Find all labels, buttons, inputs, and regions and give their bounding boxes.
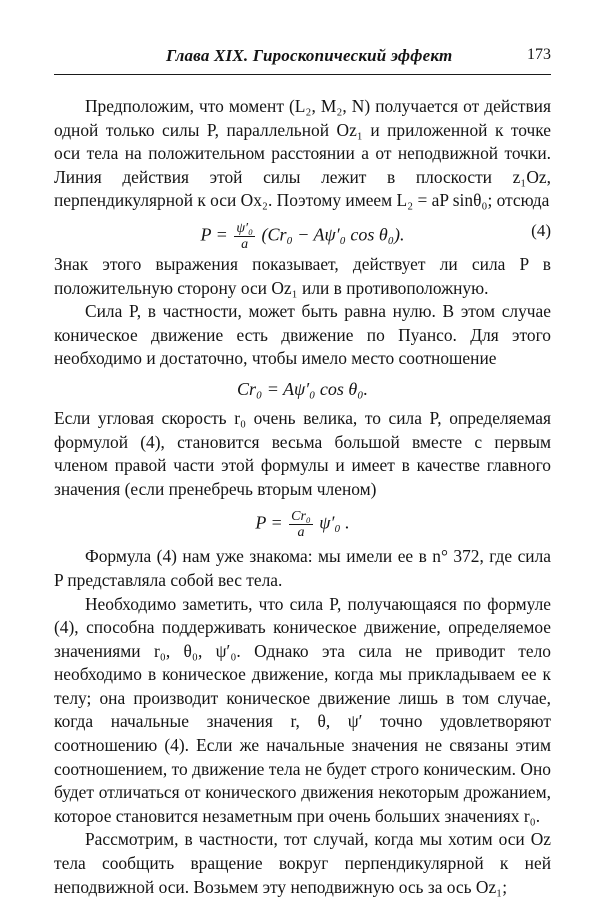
chapter-title: Глава XIX. Гироскопический эффект (166, 46, 453, 65)
paragraph: Необходимо заметить, что сила P, получающаяся по формуле (4), способна поддерживать коническое движение, определяемое значениями r₀, θ₀, ψ′₀. Однако эта сила не приводит тело необходимо в коническое движение, когда мы прикладываем ее к телу; она производит коническое движение лишь в том случае, когда начальные значения r, θ, ψ′ точно удовлетворяют соотношению (4). Если же начальные значения не связаны этим соотношением, то движение тела не будет строго коническим. Оно будет отличаться от конического движения некоторым дрожанием, которое становится незаметным при очень больших значениях r₀. (54, 593, 551, 826)
page-number: 173 (527, 46, 551, 63)
equation-text: Cr₀ = Aψ′₀ cos θ₀. (236, 378, 369, 399)
equation-rhs: ψ′₀ . (319, 512, 350, 533)
paragraph: Знак этого выражения показывает, действует ли сила P в положительную сторону оси Oz₁ или в противоположную. (54, 253, 551, 298)
equation-poinsot (54, 371, 551, 407)
header-rule (54, 74, 551, 75)
equation-label: (4) (531, 220, 551, 240)
equation-4 (54, 213, 551, 253)
fraction-numerator: ψ′₀ (236, 220, 253, 236)
paragraph: Предположим, что момент (L₂, M₂, N) получается от действия одной только силы P, параллельной Oz₁ и приложенной к точке оси тела на положительном расстоянии a от неподвижной точки. Линия действия этой силы лежит в плоскости z₁Oz, перпендикулярной к оси Ox₂. Поэтому имеем L₂ = aP sinθ₀; отсюда (54, 96, 551, 211)
paragraph: Формула (4) нам уже знакома: мы имели ее в n° 372, где сила P представляла собой вес тела. (54, 546, 551, 590)
paragraph: Если угловая скорость r₀ очень велика, то сила P, определяемая формулой (4), становится весьма большой вместе с первым членом правой части этой формулы и имеет в качестве главного значения (если пренебречь вторым членом) (54, 407, 551, 499)
equation-rhs: (Cr₀ − Aψ′₀ cos θ₀). (261, 224, 405, 245)
fraction-denominator: a (297, 525, 305, 541)
paragraph: Сила P, в частности, может быть равна нулю. В этом случае коническое движение есть движение по Пуансо. Для этого необходимо и достаточно, чтобы имело место соотношение (54, 301, 551, 369)
paragraph: Рассмотрим, в частности, тот случай, когда мы хотим оси Oz тела сообщить вращение вокруг перпендикулярной к ней неподвижной оси. Возьмем эту неподвижную ось за ось Oz₁; (54, 829, 551, 897)
running-header (166, 46, 551, 68)
equation-lhs: P = (200, 224, 228, 245)
fraction-numerator: Cr₀ (291, 509, 311, 525)
equation-main-value (54, 501, 551, 545)
page-body (54, 95, 551, 899)
equation-lhs: P = (255, 512, 283, 533)
fraction (289, 509, 313, 540)
fraction (234, 221, 255, 252)
fraction-denominator: a (241, 236, 249, 252)
